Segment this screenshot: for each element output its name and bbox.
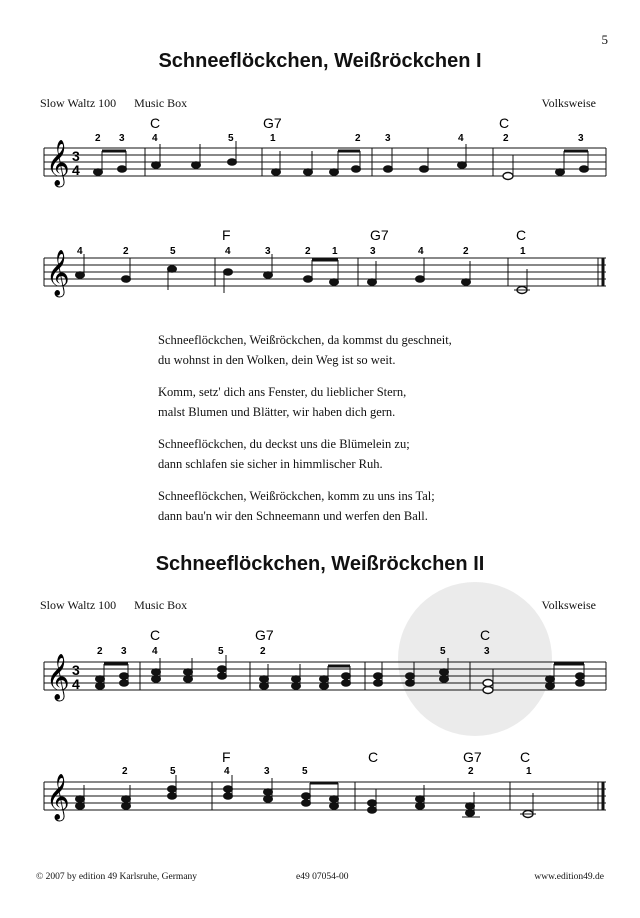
song2-notation — [0, 620, 640, 830]
song2-row1-chord: G7 — [255, 627, 274, 643]
song1-row2-fingering: 3 — [265, 246, 271, 257]
song1-row2-fingering: 2 — [463, 246, 469, 257]
note-head — [580, 166, 589, 173]
song1-row1-fingering: 5 — [228, 133, 234, 144]
footer-copyright: © 2007 by edition 49 Karlsruhe, Germany — [36, 872, 198, 882]
song1-row1-fingering: 4 — [152, 133, 158, 144]
time-signature-top: 3 — [72, 662, 80, 678]
note-head — [264, 272, 273, 279]
song2-row2-fingering: 1 — [526, 766, 532, 777]
song2-row1-chord: C — [480, 627, 491, 643]
song1-row2-fingering: 4 — [225, 246, 231, 257]
song2-composer: Volksweise — [541, 598, 596, 612]
song1-row1-chord: G7 — [263, 115, 282, 131]
note-head — [224, 269, 233, 276]
song2-row1-fingering: 2 — [97, 646, 103, 657]
song1-row1-fingering: 3 — [578, 133, 584, 144]
song1-meta — [40, 96, 205, 111]
note-head — [503, 173, 513, 180]
note-head — [304, 276, 313, 283]
note-head — [304, 169, 313, 176]
song1-row1-fingering: 2 — [95, 133, 101, 144]
song2-tempo: Slow Waltz 100 — [40, 598, 117, 612]
treble-clef-icon: 𝄞 — [46, 251, 70, 295]
note-head — [416, 276, 425, 283]
song1-composer: Volksweise — [541, 96, 596, 110]
lyrics-stanza: Komm, setz' dich ans Fenster, du lieblicher Stern, malst Blumen und Blätter, wir haben dich gern. — [158, 385, 407, 419]
song1-style: Music Box — [134, 96, 188, 110]
note-head — [330, 169, 339, 176]
song1-row1-fingering: 3 — [119, 133, 125, 144]
song1-row1-chord: C — [150, 115, 161, 131]
footer-catalog: e49 07054-00 — [296, 872, 349, 882]
note-head — [556, 169, 565, 176]
song2-row1-fingering: 3 — [484, 646, 490, 657]
note-head — [94, 169, 103, 176]
lyrics-stanza: Schneeflöckchen, du deckst uns die Blümelein zu; dann schlafen sie sicher in himmlischer Ruh. — [158, 437, 410, 471]
song2-row2-fingering: 2 — [122, 766, 128, 777]
note-head — [352, 166, 361, 173]
lyrics-stanza: Schneeflöckchen, Weißröckchen, da kommst du geschneit, du wohnst in den Wolken, dein Weg ist so weit. — [158, 333, 452, 367]
note-head — [118, 166, 127, 173]
song1-row1-fingering: 2 — [503, 133, 509, 144]
note-head — [330, 279, 339, 286]
song2-row1-fingering: 5 — [218, 646, 224, 657]
song1-row2-notes — [76, 254, 531, 294]
treble-clef-icon: 𝄞 — [46, 141, 70, 185]
time-signature-bottom: 4 — [72, 162, 80, 178]
song1-row1-chord: C — [499, 115, 510, 131]
song1-row1-fingering: 3 — [385, 133, 391, 144]
song2-row2-fingering: 4 — [224, 766, 230, 777]
song1-title: Schneeflöckchen, Weißröckchen I — [158, 50, 482, 72]
song2-row1-fingering: 2 — [260, 646, 266, 657]
lyrics — [158, 330, 452, 538]
song2-row2-fingering: 5 — [170, 766, 176, 777]
song1-row1-fingering: 2 — [355, 133, 361, 144]
footer-website: www.edition49.de — [534, 872, 604, 882]
note-head — [152, 162, 161, 169]
note-head — [458, 162, 467, 169]
song2-row2-chord: C — [520, 749, 531, 765]
note-head — [122, 276, 131, 283]
song2-row1-fingering: 3 — [121, 646, 127, 657]
note-head — [228, 159, 237, 166]
song2-row1-chord: C — [150, 627, 161, 643]
song1-row2-fingering: 4 — [77, 246, 83, 257]
song1-row2-chord: G7 — [370, 227, 389, 243]
song1-row1-fingering: 4 — [458, 133, 464, 144]
song1-row2-fingering: 2 — [305, 246, 311, 257]
song2-meta — [40, 598, 205, 613]
song2-row2-chord: G7 — [463, 749, 482, 765]
note-head — [462, 279, 471, 286]
song1-row2-chord: C — [516, 227, 527, 243]
time-signature-top: 3 — [72, 148, 80, 164]
song2-row2-fingering: 5 — [302, 766, 308, 777]
song2-row1-notes — [96, 655, 585, 694]
song2-style: Music Box — [134, 598, 188, 612]
song2-row2-chord: F — [222, 749, 231, 765]
song2-row2-fingering: 3 — [264, 766, 270, 777]
song1-row2-fingering: 5 — [170, 246, 176, 257]
page-number: 5 — [601, 32, 608, 47]
song2-row1-fingering: 4 — [152, 646, 158, 657]
song1-row1-staff — [44, 148, 606, 176]
treble-clef-icon: 𝄞 — [46, 775, 70, 819]
note-head — [272, 169, 281, 176]
song1-tempo: Slow Waltz 100 — [40, 96, 117, 110]
note-head — [168, 266, 177, 273]
song1-notation — [0, 110, 640, 310]
note-head — [192, 162, 201, 169]
time-signature-bottom: 4 — [72, 676, 80, 692]
song1-row2-fingering: 2 — [123, 246, 129, 257]
lyrics-stanza: Schneeflöckchen, Weißröckchen, komm zu uns ins Tal; dann bau'n wir den Schneemann und werfen den Ball. — [158, 489, 435, 523]
note-head — [420, 166, 429, 173]
song2-title: Schneeflöckchen, Weißröckchen II — [155, 553, 485, 575]
song1-row2-fingering: 1 — [520, 246, 526, 257]
song1-row1-notes — [94, 141, 589, 180]
song2-row2-chord: C — [368, 749, 379, 765]
treble-clef-icon: 𝄞 — [46, 655, 70, 699]
note-head — [368, 279, 377, 286]
song2-row1-fingering: 5 — [440, 646, 446, 657]
song1-row2-chord: F — [222, 227, 231, 243]
note-head — [384, 166, 393, 173]
song1-row2-fingering: 3 — [370, 246, 376, 257]
song1-row2-fingering: 4 — [418, 246, 424, 257]
song1-row1-fingering: 1 — [270, 133, 276, 144]
song1-row2-fingering: 1 — [332, 246, 338, 257]
note-head — [76, 272, 85, 279]
song2-row2-fingering: 2 — [468, 766, 474, 777]
